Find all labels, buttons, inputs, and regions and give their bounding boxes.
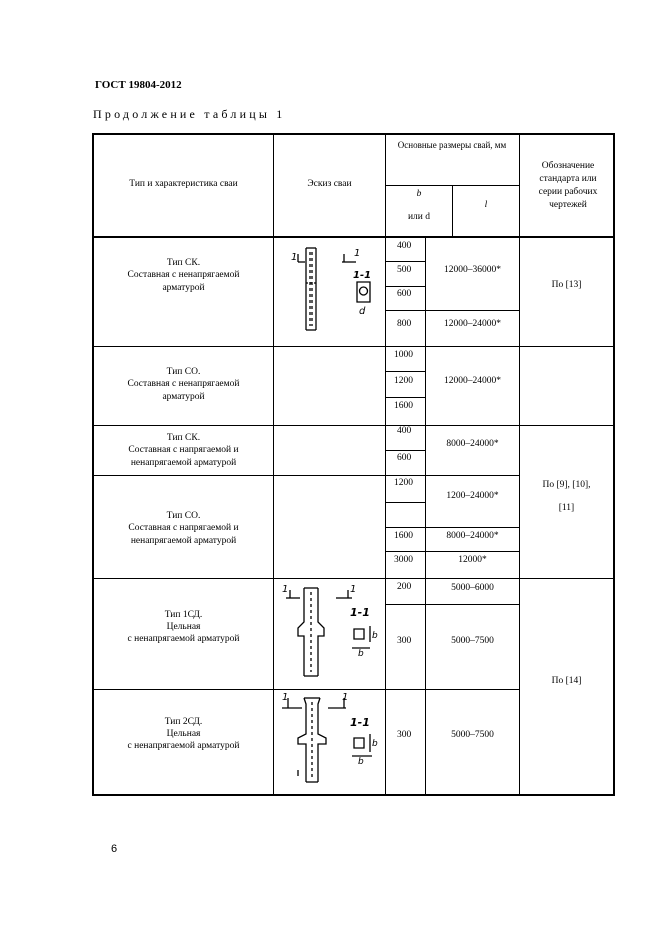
row5-type-l2: с ненапрягаемой арматурой: [127, 634, 240, 644]
row6-length: 5000–7500: [451, 730, 494, 740]
row6-type-name: Тип 2СД.: [164, 717, 203, 727]
sketch-label: 1: [282, 692, 289, 703]
row3-size: 600: [397, 453, 412, 463]
row4-size: 1200: [394, 478, 413, 488]
row2-size: 1200: [394, 376, 413, 386]
sketch-label: d: [359, 306, 366, 317]
row3-type-desc: Составная с напрягаемой и ненапрягаемой арматурой: [128, 445, 239, 468]
row1-length: 12000–36000*: [444, 265, 501, 275]
row1-type-name: Тип СК.: [166, 258, 201, 268]
sketch-label: 1-1: [350, 606, 370, 619]
row4-type-name: Тип СО.: [166, 511, 201, 521]
row5-length: 5000–7500: [451, 636, 494, 646]
table-border-right: [613, 133, 615, 796]
col-divider-2: [385, 133, 386, 796]
subline: [385, 502, 426, 503]
row-divider-2: [92, 425, 615, 426]
row3-standard-a: По [9], [10],: [542, 480, 591, 490]
sketch-label: 1: [291, 252, 298, 263]
subline: [385, 527, 519, 528]
header-l: l: [484, 200, 488, 210]
subline: [385, 551, 519, 552]
row2-length: 12000–24000*: [444, 376, 501, 386]
header-or-d: или d: [407, 212, 431, 222]
table-border-top: [92, 133, 615, 135]
row4-type-desc: Составная с напрягаемой и ненапрягаемой арматурой: [128, 523, 239, 546]
row4-size: 3000: [394, 555, 413, 565]
row5-type-name: Тип 1СД.: [164, 610, 203, 620]
row-divider-1: [92, 346, 615, 347]
row6-type-l1: Цельная: [166, 729, 201, 739]
row5-standard: По [14]: [551, 676, 582, 686]
subline: [385, 261, 426, 262]
row5-length: 5000–6000: [451, 583, 494, 593]
sketch-label: b: [372, 739, 378, 749]
row1-type-desc: Составная с ненапрягаемой арматурой: [127, 270, 240, 293]
row1-size: 500: [397, 265, 412, 275]
sketch-label: 1-1: [350, 716, 370, 729]
row3-standard-b: [11]: [558, 503, 575, 513]
col-divider-3: [519, 133, 520, 796]
sketch-label: b: [358, 649, 364, 659]
sketch-label: 1: [282, 584, 289, 595]
row4-length: 1200–24000*: [446, 491, 499, 501]
row1-length: 12000–24000*: [444, 319, 501, 329]
sketch-label: 1: [342, 692, 349, 703]
subline: [385, 450, 426, 451]
sketch-ck-pile: [276, 238, 384, 344]
row1-size: 400: [397, 241, 412, 251]
sketch-label: 1-1: [353, 270, 372, 281]
table-continuation-caption: Продолжение таблицы 1: [93, 107, 286, 121]
subline: [385, 371, 426, 372]
row-divider-3: [92, 475, 520, 476]
row5-size: 300: [397, 636, 412, 646]
row5-size: 200: [397, 582, 412, 592]
header-b: b: [416, 189, 422, 199]
row4-size: 1600: [394, 531, 413, 541]
header-dims: Основные размеры свай, мм: [397, 140, 507, 150]
document-header: ГОСТ 19804-2012: [95, 79, 182, 91]
table-border-left: [92, 133, 94, 796]
sketch-label: b: [372, 631, 378, 641]
table-border-bottom: [92, 794, 615, 796]
page-number: 6: [111, 843, 118, 855]
sketch-1sd-pile: [276, 580, 384, 686]
row3-type-name: Тип СК.: [166, 433, 201, 443]
row2-type-name: Тип СО.: [166, 367, 201, 377]
row2-type-desc: Составная с ненапрягаемой арматурой: [127, 379, 240, 402]
sketch-label: b: [358, 757, 364, 767]
row6-size: 300: [397, 730, 412, 740]
row4-length: 12000*: [458, 555, 487, 565]
row2-size: 1000: [394, 350, 413, 360]
header-dims-divider: [385, 185, 519, 186]
row2-size: 1600: [394, 401, 413, 411]
row1-standard: По [13]: [551, 280, 582, 290]
row3-size: 400: [397, 426, 412, 436]
row1-size: 600: [397, 289, 412, 299]
subline: [385, 604, 519, 605]
sketch-label: 1: [350, 584, 357, 595]
col-divider-1: [273, 133, 274, 796]
header-sketch: Эскиз сваи: [307, 179, 352, 189]
row3-length: 8000–24000*: [446, 439, 499, 449]
header-standard: Обозначение стандарта или серии рабочих чертежей: [538, 161, 598, 210]
row6-type-l2: с ненапрягаемой арматурой: [127, 741, 240, 751]
header-type: Тип и характеристика сваи: [129, 179, 238, 189]
sketch-2sd-pile: [276, 690, 384, 794]
subline: [385, 310, 519, 311]
row1-size: 800: [397, 319, 412, 329]
row5-type-l1: Цельная: [166, 622, 201, 632]
subline: [385, 286, 426, 287]
row-divider-5: [92, 578, 615, 579]
sketch-label: 1: [354, 248, 361, 259]
subline: [385, 397, 426, 398]
row4-length: 8000–24000*: [446, 531, 499, 541]
